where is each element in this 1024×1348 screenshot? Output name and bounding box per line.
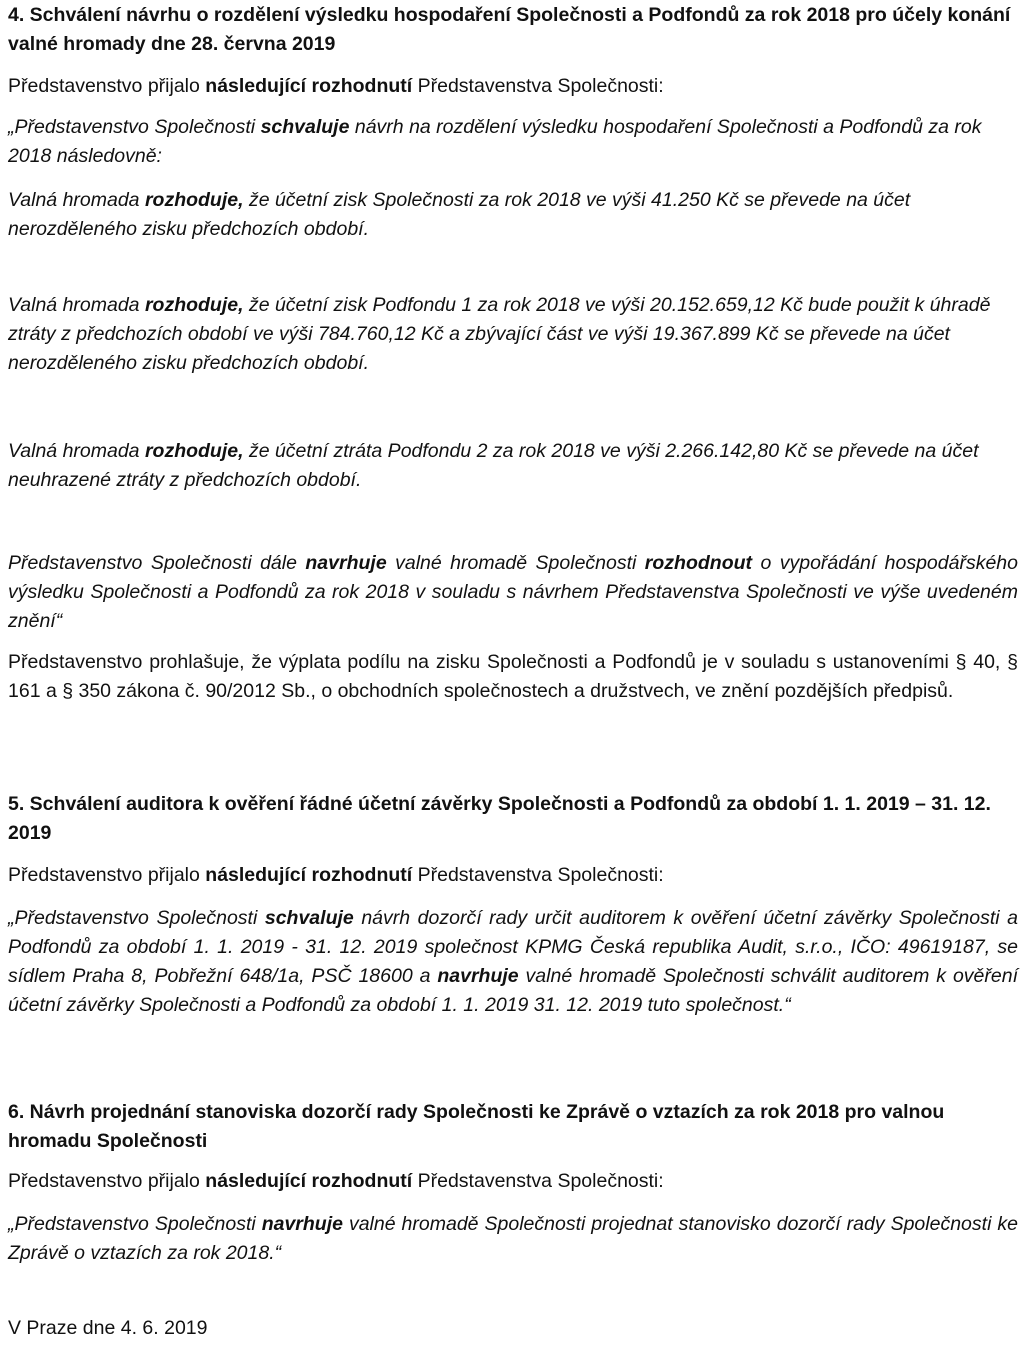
quote-bold: schvaluje bbox=[260, 116, 350, 138]
section-4-quote bbox=[8, 113, 1018, 171]
section-5-intro bbox=[8, 861, 1018, 890]
intro-text-end: Představenstva Společnosti: bbox=[412, 1170, 664, 1192]
quote-bold-navrhuje: navrhuje bbox=[437, 965, 519, 987]
quote-text-end: valné hromadě Společnosti schválit auditorem k ověření účetní závěrky Společnosti a Podfondů za období 1. 1. 2019 31. 12. 2019 tuto společnost.“ bbox=[8, 965, 1018, 1016]
section-5-heading: 5. Schválení auditora k ověření řádné účetní závěrky Společnosti a Podfondů za období 1. 1. 2019 – 31. 12. 2019 bbox=[8, 793, 991, 844]
section-4-declaration: Představenstvo prohlašuje, že výplata podílu na zisku Společnosti a Podfondů je v souladu s ustanoveními § 40, § 161 a § 350 zákona č. 90/2012 Sb., o obchodních společnostech a družstvech, ve znění pozdějších předpisů. bbox=[8, 651, 1018, 702]
proposal-text: Představenstvo Společnosti dále bbox=[8, 552, 306, 574]
proposal-text-end: o vypořádání hospodářského výsledku Společnosti a Podfondů za rok 2018 v souladu s návrhem Představenstva Společnosti ve výše uvedeném znění“ bbox=[8, 552, 1018, 632]
intro-bold: následující rozhodnutí bbox=[205, 1170, 413, 1192]
section-4-proposal bbox=[8, 549, 1018, 636]
intro-text-end: Představenstva Společnosti: bbox=[412, 864, 664, 886]
proposal-bold-rozhodnout: rozhodnout bbox=[644, 552, 753, 574]
section-5-quote bbox=[8, 904, 1018, 1020]
quote-bold-schvaluje: schvaluje bbox=[264, 907, 354, 929]
place-and-date: V Praze dne 4. 6. 2019 bbox=[8, 1317, 208, 1339]
section-4-heading: 4. Schválení návrhu o rozdělení výsledku hospodaření Společnosti a Podfondů za rok 2018 pro účely konání valné hromady dne 28. června 2019 bbox=[8, 4, 1011, 55]
decision-text: Valná hromada bbox=[8, 440, 145, 462]
decision-company-profit bbox=[8, 186, 1018, 244]
quote-text-end: návrh na rozdělení výsledku hospodaření Společnosti a Podfondů za rok 2018 následovně: bbox=[8, 116, 982, 167]
intro-bold: následující rozhodnutí bbox=[205, 75, 413, 97]
intro-text: Představenstvo přijalo bbox=[8, 75, 206, 97]
intro-text: Představenstvo přijalo bbox=[8, 864, 206, 886]
proposal-bold-navrhuje: navrhuje bbox=[305, 552, 387, 574]
quote-text: „Představenstvo Společnosti bbox=[8, 116, 261, 138]
decision-text-end: že účetní zisk Podfondu 1 za rok 2018 ve výši 20.152.659,12 Kč bude použit k úhradě ztráty z předchozích období ve výši 784.760,12 Kč a zbývající část ve výši 19.367.899 Kč se převede na účet nerozděleného zisku předchozích období. bbox=[8, 294, 991, 374]
quote-text-mid: návrh dozorčí rady určit auditorem k ověření účetní závěrky Společnosti a Podfondů za období 1. 1. 2019 - 31. 12. 2019 společnost KPMG Česká republika Audit, s.r.o., IČO: 49619187, se sídlem Praha 8, Pobřežní 648/1a, PSČ 18600 a bbox=[8, 907, 1018, 987]
quote-text-end: valné hromadě Společnosti projednat stanovisko dozorčí rady Společnosti ke Zprávě o vztazích za rok 2018.“ bbox=[8, 1213, 1018, 1264]
section-6-quote bbox=[8, 1210, 1018, 1268]
section-6-heading: 6. Návrh projednání stanoviska dozorčí rady Společnosti ke Zprávě o vztazích za rok 2018 pro valnou hromadu Společnosti bbox=[8, 1101, 945, 1152]
decision-text-end: že účetní zisk Společnosti za rok 2018 ve výši 41.250 Kč se převede na účet nerozděleného zisku předchozích období. bbox=[8, 189, 911, 240]
decision-subfund-2-loss bbox=[8, 437, 1018, 495]
quote-bold-navrhuje: navrhuje bbox=[261, 1213, 343, 1235]
quote-text: „Představenstvo Společnosti bbox=[8, 1213, 262, 1235]
intro-text: Představenstvo přijalo bbox=[8, 1170, 206, 1192]
section-6-intro bbox=[8, 1167, 1018, 1196]
quote-text: „Představenstvo Společnosti bbox=[8, 907, 265, 929]
intro-text-end: Představenstva Společnosti: bbox=[412, 75, 664, 97]
proposal-text-mid: valné hromadě Společnosti bbox=[386, 552, 645, 574]
decision-bold: rozhoduje, bbox=[144, 189, 244, 211]
section-4-intro bbox=[8, 72, 1018, 101]
decision-text: Valná hromada bbox=[8, 189, 145, 211]
decision-bold: rozhoduje, bbox=[144, 440, 244, 462]
decision-subfund-1-profit bbox=[8, 291, 1018, 378]
decision-text: Valná hromada bbox=[8, 294, 145, 316]
decision-text-end: že účetní ztráta Podfondu 2 za rok 2018 ve výši 2.266.142,80 Kč se převede na účet neuhrazené ztráty z předchozích období. bbox=[8, 440, 979, 491]
intro-bold: následující rozhodnutí bbox=[205, 864, 413, 886]
decision-bold: rozhoduje, bbox=[144, 294, 244, 316]
